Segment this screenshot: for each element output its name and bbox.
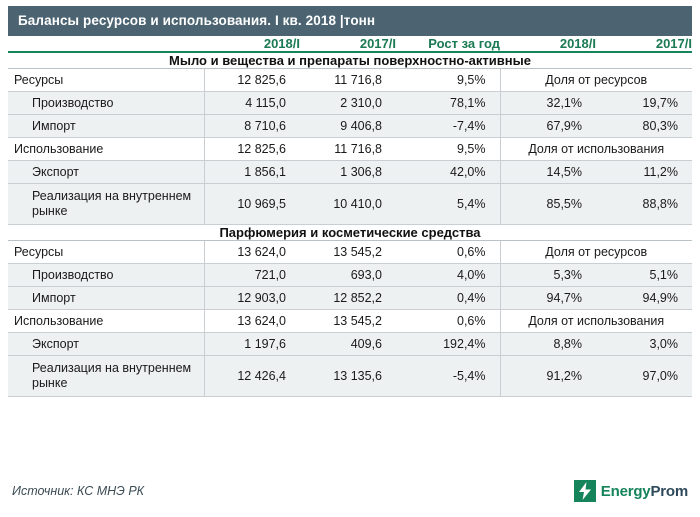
cell-v2018: 4 115,0 <box>204 92 300 115</box>
table-row <box>8 115 692 138</box>
row-label: Использование <box>8 138 204 161</box>
cell-growth: 9,5% <box>396 69 500 92</box>
table-row <box>8 333 692 356</box>
cell-v2018: 12 426,4 <box>204 356 300 397</box>
header-cell-0 <box>8 36 204 52</box>
header-cell-5: 2017/I <box>596 36 692 52</box>
cell-share2017: 11,2% <box>596 161 692 184</box>
cell-share2018: 91,2% <box>500 356 596 397</box>
cell-growth: 78,1% <box>396 92 500 115</box>
cell-v2017: 409,6 <box>300 333 396 356</box>
cell-v2018: 13 624,0 <box>204 241 300 264</box>
row-label: Производство <box>8 264 204 287</box>
cell-share2017: 97,0% <box>596 356 692 397</box>
cell-v2017: 11 716,8 <box>300 138 396 161</box>
cell-share2017: 3,0% <box>596 333 692 356</box>
cell-growth: 42,0% <box>396 161 500 184</box>
cell-v2018: 12 903,0 <box>204 287 300 310</box>
footer <box>8 471 692 511</box>
cell-v2017: 11 716,8 <box>300 69 396 92</box>
row-label: Производство <box>8 92 204 115</box>
header-cell-4: 2018/I <box>500 36 596 52</box>
table-header-row <box>8 36 692 52</box>
section-heading: Парфюмерия и косметические средства <box>8 225 692 241</box>
cell-share2018: 5,3% <box>500 264 596 287</box>
cell-v2017: 13 545,2 <box>300 310 396 333</box>
cell-v2018: 8 710,6 <box>204 115 300 138</box>
row-label: Реализация на внутреннем рынке <box>8 356 204 397</box>
row-label: Реализация на внутреннем рынке <box>8 184 204 225</box>
cell-v2017: 1 306,8 <box>300 161 396 184</box>
share-note: Доля от ресурсов <box>500 241 692 264</box>
cell-growth: 4,0% <box>396 264 500 287</box>
share-note: Доля от ресурсов <box>500 69 692 92</box>
section-heading-row <box>8 225 692 241</box>
cell-growth: 5,4% <box>396 184 500 225</box>
cell-share2018: 32,1% <box>500 92 596 115</box>
cell-growth: 0,4% <box>396 287 500 310</box>
page-title: Балансы ресурсов и использования. I кв. 2018 |тонн <box>8 6 692 36</box>
cell-growth: -7,4% <box>396 115 500 138</box>
cell-v2018: 12 825,6 <box>204 138 300 161</box>
logo-text-prom: Prom <box>650 482 688 500</box>
cell-v2017: 13 545,2 <box>300 241 396 264</box>
cell-growth: -5,4% <box>396 356 500 397</box>
cell-share2017: 80,3% <box>596 115 692 138</box>
cell-v2018: 1 856,1 <box>204 161 300 184</box>
report-page <box>0 6 700 517</box>
cell-share2017: 88,8% <box>596 184 692 225</box>
header-cell-1: 2018/I <box>204 36 300 52</box>
table-row <box>8 161 692 184</box>
header-cell-3: Рост за год <box>396 36 500 52</box>
cell-share2017: 94,9% <box>596 287 692 310</box>
header-cell-2: 2017/I <box>300 36 396 52</box>
table-row <box>8 264 692 287</box>
logo-text <box>601 483 688 500</box>
row-label: Импорт <box>8 115 204 138</box>
row-label: Ресурсы <box>8 69 204 92</box>
table-row <box>8 92 692 115</box>
cell-growth: 9,5% <box>396 138 500 161</box>
energyprom-logo <box>574 480 692 502</box>
row-label: Ресурсы <box>8 241 204 264</box>
cell-v2018: 1 197,6 <box>204 333 300 356</box>
cell-share2018: 94,7% <box>500 287 596 310</box>
cell-v2017: 13 135,6 <box>300 356 396 397</box>
row-label: Экспорт <box>8 161 204 184</box>
row-label: Использование <box>8 310 204 333</box>
table-row <box>8 138 692 161</box>
section-heading: Мыло и вещества и препараты поверхностно-активные <box>8 52 692 69</box>
section-heading-row <box>8 52 692 69</box>
cell-growth: 192,4% <box>396 333 500 356</box>
cell-v2017: 2 310,0 <box>300 92 396 115</box>
cell-v2017: 9 406,8 <box>300 115 396 138</box>
cell-share2018: 67,9% <box>500 115 596 138</box>
cell-v2018: 13 624,0 <box>204 310 300 333</box>
cell-v2017: 693,0 <box>300 264 396 287</box>
row-label: Экспорт <box>8 333 204 356</box>
cell-share2018: 8,8% <box>500 333 596 356</box>
table-row <box>8 287 692 310</box>
cell-v2018: 10 969,5 <box>204 184 300 225</box>
logo-text-energy: Energy <box>600 482 651 500</box>
cell-v2017: 10 410,0 <box>300 184 396 225</box>
cell-v2018: 12 825,6 <box>204 69 300 92</box>
cell-share2018: 14,5% <box>500 161 596 184</box>
cell-growth: 0,6% <box>396 310 500 333</box>
share-note: Доля от использования <box>500 310 692 333</box>
share-note: Доля от использования <box>500 138 692 161</box>
cell-share2017: 5,1% <box>596 264 692 287</box>
table-row <box>8 69 692 92</box>
cell-v2018: 721,0 <box>204 264 300 287</box>
table-row <box>8 241 692 264</box>
energy-bolt-icon <box>574 480 596 502</box>
cell-v2017: 12 852,2 <box>300 287 396 310</box>
balance-table <box>8 36 692 397</box>
table-row <box>8 310 692 333</box>
cell-share2018: 85,5% <box>500 184 596 225</box>
cell-growth: 0,6% <box>396 241 500 264</box>
row-label: Импорт <box>8 287 204 310</box>
cell-share2017: 19,7% <box>596 92 692 115</box>
source-note: Источник: КС МНЭ РК <box>12 484 145 498</box>
table-row <box>8 356 692 397</box>
table-row <box>8 184 692 225</box>
